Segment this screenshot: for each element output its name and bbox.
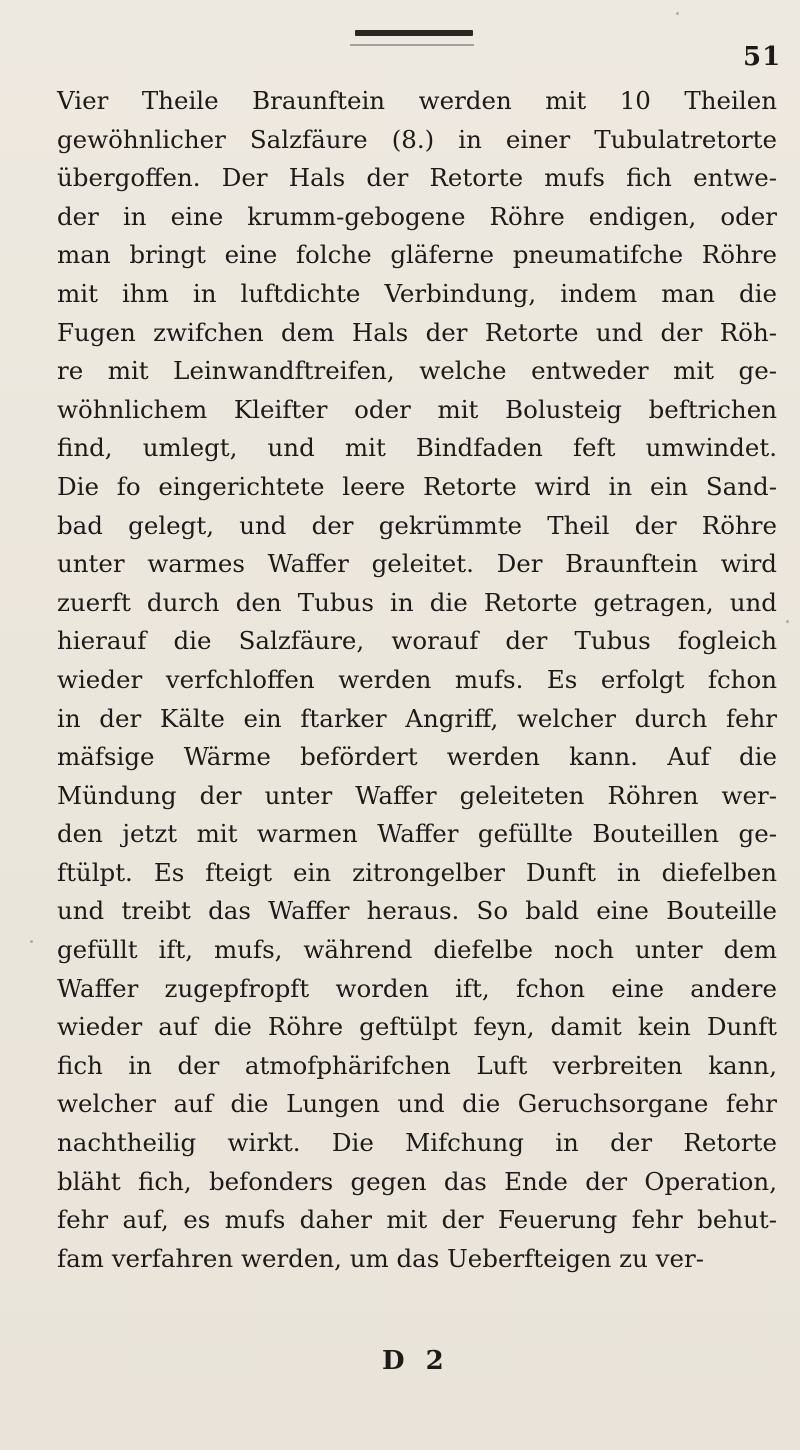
text-line: bläht fich, befonders gegen das Ende der Operation, [57,1166,777,1196]
text-line: wieder verfchloffen werden mufs. Es erfolgt fchon [57,664,777,694]
text-line: welcher auf die Lungen und die Geruchsorgane fehr [57,1089,777,1119]
text-line: mäfsige Wärme befördert werden kann. Auf die [57,742,777,772]
text-line: ftülpt. Es fteigt ein zitrongelber Dunft in diefelben [57,857,777,887]
text-line: in der Kälte ein ftarker Angriff, welcher durch fehr [57,703,777,733]
text-line: fam verfahren werden, um das Ueberfteigen zu ver- [57,1243,704,1273]
text-line: und treibt das Waffer heraus. So bald eine Bouteille [57,896,777,926]
text-line: wöhnlichem Kleifter oder mit Bolusteig beftrichen [57,394,777,424]
text-line: Vier Theile Braunftein werden mit 10 Theilen [57,86,777,115]
text-line: gefüllt ift, mufs, während diefelbe noch unter dem [57,935,777,965]
signature-mark: D 2 [382,1346,450,1376]
text-line: zuerft durch den Tubus in die Retorte getragen, und [57,587,777,617]
body-text [57,82,777,1278]
text-line: unter warmes Waffer geleitet. Der Braunftein wird [57,549,777,579]
text-line: Die fo eingerichtete leere Retorte wird in ein Sand- [57,471,777,501]
text-line: hierauf die Salzfäure, worauf der Tubus fogleich [57,626,777,656]
text-line: der in eine krumm-gebogene Röhre endigen, oder [57,201,777,231]
paper-speck [30,940,33,943]
text-line: den jetzt mit warmen Waffer gefüllte Bouteillen ge- [57,819,777,849]
text-line: übergoffen. Der Hals der Retorte mufs fich entwe- [57,163,777,193]
header-rule-shadow [350,44,474,46]
text-line: Waffer zugepfropft worden ift, fchon eine andere [57,973,777,1003]
paper-speck [786,620,789,623]
text-line: find, umlegt, und mit Bindfaden feft umwindet. [57,433,777,463]
text-line: Fugen zwifchen dem Hals der Retorte und der Röh- [57,317,777,347]
text-line: bad gelegt, und der gekrümmte Theil der Röhre [57,510,777,540]
page-number: 51 [743,42,782,72]
text-line: man bringt eine folche gläferne pneumatifche Röhre [57,240,777,270]
text-line: re mit Leinwandftreifen, welche entweder mit ge- [57,356,777,386]
text-line: gewöhnlicher Salzfäure (8.) in einer Tubulatretorte [57,124,777,154]
text-line: Mündung der unter Waffer geleiteten Röhren wer- [57,780,777,810]
text-line: wieder auf die Röhre geftülpt feyn, damit kein Dunft [57,1012,777,1042]
header-rule [355,30,473,36]
paper-speck [676,12,679,15]
text-line: fich in der atmofphärifchen Luft verbreiten kann, [57,1050,777,1080]
text-line: fehr auf, es mufs daher mit der Feuerung fehr behut- [57,1205,777,1235]
text-line: nachtheilig wirkt. Die Mifchung in der Retorte [57,1128,777,1158]
text-line: mit ihm in luftdichte Verbindung, indem man die [57,278,777,308]
